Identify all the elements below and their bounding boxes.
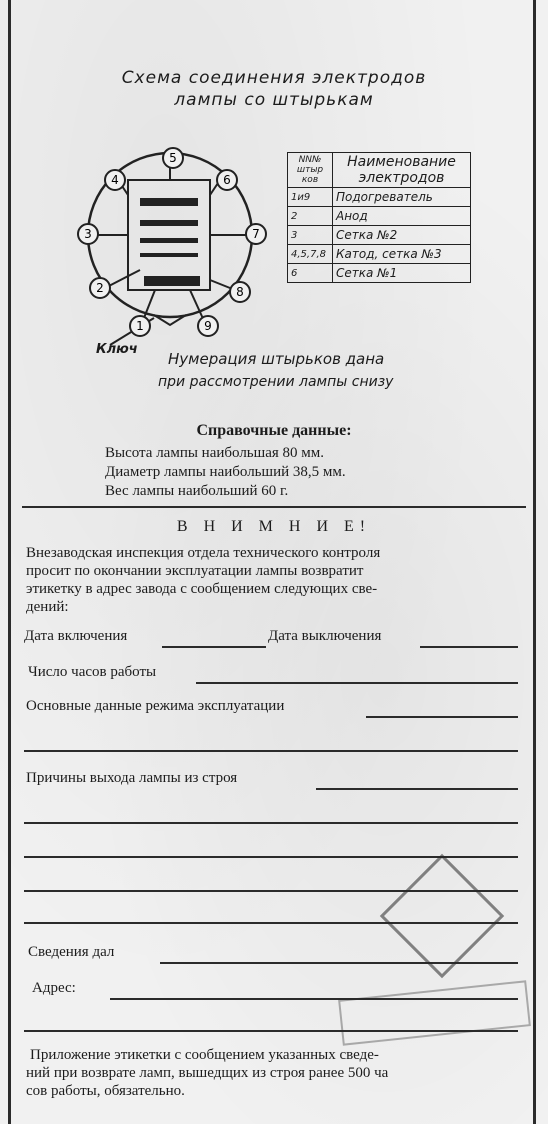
row-name: Сетка №1 [333, 264, 471, 283]
pin-2-label: 2 [96, 281, 104, 295]
reasons-line[interactable] [316, 788, 518, 790]
table-row [288, 264, 471, 283]
pin-7-label: 7 [252, 227, 260, 241]
hours-label: Число часов работы [28, 664, 157, 680]
given-by-line[interactable] [160, 962, 518, 964]
given-by-label: Сведения дал [28, 944, 115, 960]
row-name: Подогреватель [333, 188, 471, 207]
pin-table-header [288, 153, 471, 188]
diagram-title-line2: лампы со штырькам [174, 90, 374, 110]
diamond-stamp [380, 854, 504, 978]
footer-line1: Приложение этикетки с сообщением указанных сведе- [30, 1047, 379, 1063]
date-off-line[interactable] [420, 646, 518, 648]
key-label: Ключ [96, 342, 138, 357]
date-on-line[interactable] [162, 646, 266, 648]
pin-4-label: 4 [111, 173, 119, 187]
right-border [533, 0, 536, 1124]
reasons-line-2[interactable] [24, 822, 518, 824]
attention-line3: этикетку в адрес завода с сообщением следующих све- [26, 581, 378, 597]
row-num: 6 [288, 264, 333, 283]
rectangular-stamp [338, 980, 531, 1046]
reasons-label: Причины выхода лампы из строя [26, 770, 238, 786]
header-num: NN№ штыр ков [288, 153, 333, 188]
date-off-label: Дата выключения [268, 628, 382, 644]
table-row [288, 188, 471, 207]
address-label: Адрес: [32, 980, 76, 996]
row-num: 4,5,7,8 [288, 245, 333, 264]
pin-8-label: 8 [236, 285, 244, 299]
pin-9-label: 9 [204, 319, 212, 333]
mode-line-2[interactable] [24, 750, 518, 752]
table-row [288, 226, 471, 245]
header-name: Наименование электродов [333, 153, 471, 188]
table-row [288, 207, 471, 226]
row-num: 3 [288, 226, 333, 245]
pin-1-label: 1 [136, 319, 144, 333]
pin-table [287, 152, 471, 283]
pin-3-label: 3 [84, 227, 92, 241]
diagram-title-line1: Схема соединения электродов [121, 68, 427, 88]
table-row [288, 245, 471, 264]
reference-weight: Вес лампы наибольший 60 г. [105, 483, 289, 499]
row-num: 1и9 [288, 188, 333, 207]
attention-line2: просит по окончании эксплуатации лампы возвратит [26, 563, 364, 579]
reference-height: Высота лампы наибольшая 80 мм. [105, 445, 324, 461]
pin-6-label: 6 [223, 173, 231, 187]
reference-diameter: Диаметр лампы наибольший 38,5 мм. [105, 464, 346, 480]
attention-line4: дений: [26, 599, 69, 615]
pin-diagram [70, 140, 280, 355]
footer-line2: ний при возврате ламп, вышедщих из строя ранее 500 ча [26, 1065, 389, 1081]
footer-line3: сов работы, обязательно. [26, 1083, 185, 1099]
mode-label: Основные данные режима эксплуатации [26, 698, 285, 714]
pin-5-label: 5 [169, 151, 177, 165]
attention-line1: Внезаводская инспекция отдела технического контроля [26, 545, 381, 561]
row-name: Катод, сетка №3 [333, 245, 471, 264]
row-name: Анод [333, 207, 471, 226]
attention-title: В Н И М Н И Е! [176, 518, 372, 535]
caption-line1: Нумерация штырьков дана [168, 350, 385, 368]
row-num: 2 [288, 207, 333, 226]
left-border [8, 0, 11, 1124]
mode-line[interactable] [366, 716, 518, 718]
date-on-label: Дата включения [24, 628, 128, 644]
row-name: Сетка №2 [333, 226, 471, 245]
reference-title: Справочные данные: [196, 422, 352, 439]
caption-line2: при рассмотрении лампы снизу [158, 374, 394, 390]
hours-line[interactable] [196, 682, 518, 684]
section-divider [22, 506, 526, 508]
